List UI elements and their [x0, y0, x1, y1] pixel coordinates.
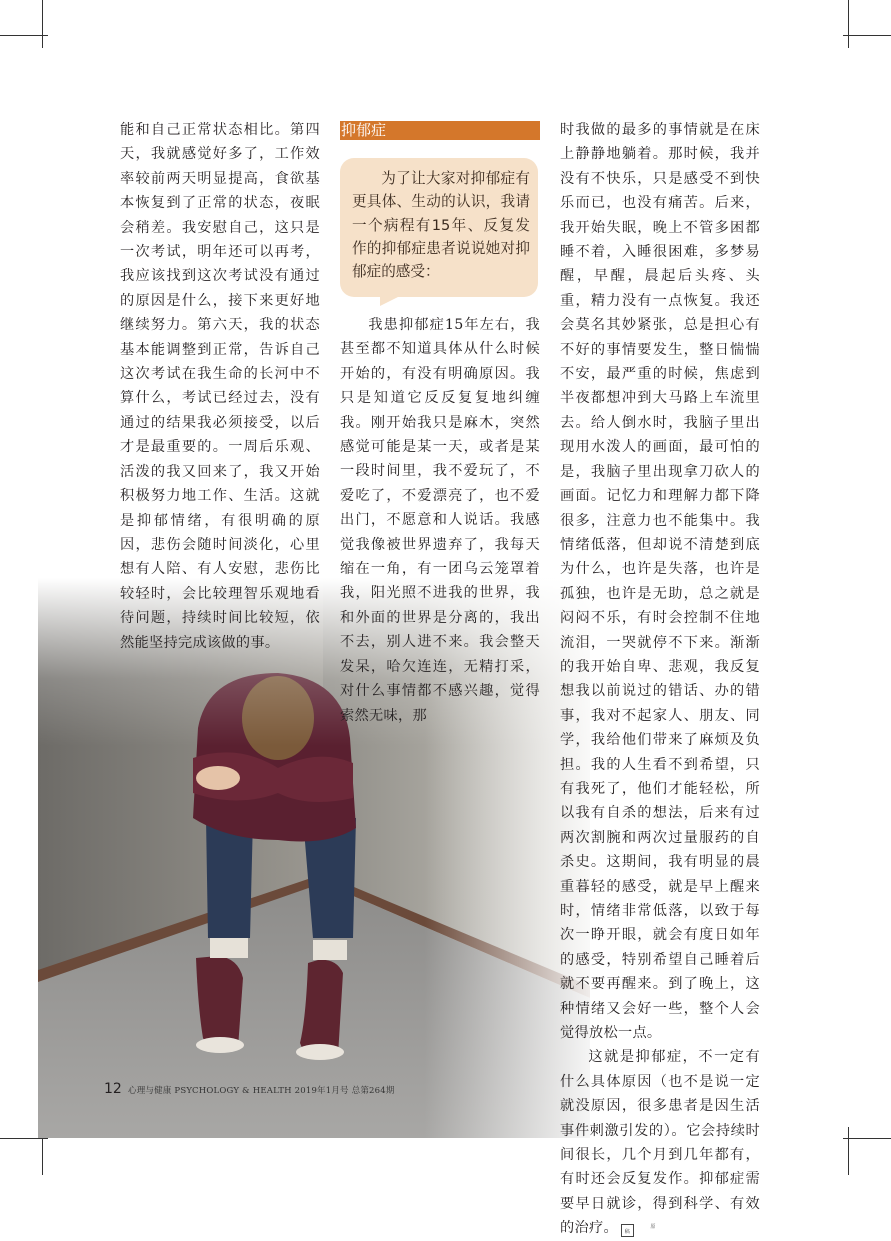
- page-number: 12: [104, 1081, 122, 1097]
- crop-mark: [848, 0, 849, 48]
- magazine-footer: 心理与健康 PSYCHOLOGY & HEALTH 2019年1月号 总第264期: [128, 1086, 395, 1096]
- paragraph: [560, 1045, 760, 1240]
- crop-mark: [42, 0, 43, 48]
- column-3: [560, 118, 760, 1241]
- crop-mark: [0, 35, 48, 36]
- paragraph: 我患抑郁症15年左右，我甚至都不知道具体从什么时候开始的，有没有明确原因。我只是知道它反反复复地纠缠我。刚开始我只是麻木，突然感觉可能是某一天，或者是某一段时间里，我不爱玩了，不爱吃了，不爱漂亮了，也不爱出门，不愿意和人说话。我感觉我像被世界遗弃了，我每天缩在一角，有一团乌云笼罩着我，阳光照不进我的世界，我和外面的世界是分离的，我出不去，别人进不来。我会整天发呆，哈欠连连，无精打采，对什么事情都不感兴趣，觉得索然无味，那: [340, 317, 540, 724]
- column-1: [120, 118, 320, 655]
- end-mark-icon: 原稿: [621, 1224, 634, 1237]
- crop-mark: [843, 1138, 891, 1139]
- intro-text: [352, 167, 530, 283]
- paragraph: 能和自己正常状态相比。第四天，我就感觉好多了，工作效率较前两天明显提高，食欲基本恢复到了正常的状态，夜眠会稍差。我安慰自己，这只是一次考试，明年还可以再考，我应该找到这次考试没有通过的原因是什么，接下来更好地继续努力。第六天，我的状态基本能调整到正常，告诉自己这次考试在我生命的长河中不算什么，考试已经过去，没有通过的结果我必须接受，以后才是最重要的。一周后乐观、活泼的我又回来了，我又开始积极努力地工作、生活。这就是抑郁情绪，有很明确的原因，悲伤会随时间淡化，心里想有人陪、有人安慰，悲伤比较轻时，会比较理智乐观地看待问题，持续时间比较短，依然能坚持完成该做的事。: [120, 122, 320, 651]
- column-2: [340, 313, 540, 728]
- crop-mark: [843, 35, 891, 36]
- intro-paragraph: 为了让大家对抑郁症有更具体、生动的认识，我请一个病程有15年、反复发作的抑郁症患者说说她对抑郁症的感受：: [352, 170, 530, 281]
- crop-mark: [0, 1138, 48, 1139]
- closing-text: 这就是抑郁症，不一定有什么具体原因（也不是说一定就没原因，很多患者是因生活事件刺激引发的）。它会持续时间很长，几个月到几年都有，有时还会反复发作。抑郁症需要早日就诊，得到科学、有效的治疗。: [560, 1049, 760, 1237]
- section-heading: 抑郁症: [341, 121, 387, 139]
- intro-bubble-tail: [380, 292, 408, 306]
- crop-mark: [848, 1127, 849, 1175]
- paragraph: 时我做的最多的事情就是在床上静静地躺着。那时候，我并没有不快乐，只是感受不到快乐而已，也没有痛苦。后来，我开始失眠，晚上不管多困都睡不着，入睡很困难，多梦易醒，早醒，晨起后头疼、头重，精力没有一点恢复。我还会莫名其妙紧张，总是担心有不好的事情要发生，整日惴惴不安，最严重的时候，焦虑到半夜都想冲到大马路上车流里去。给人倒水时，我脑子里出现用水泼人的画面，最可怕的是，我脑子里出现拿刀砍人的画面。记忆力和理解力都下降很多，注意力也不能集中。我情绪低落，但却说不清楚到底为什么，也许是失落，也许是孤独，也许是无助，总之就是闷闷不乐，有时会控制不住地流泪，一哭就停不下来。渐渐的我开始自卑、悲观，我反复想我以前说过的错话、办的错事，我对不起家人、朋友、同学，我给他们带来了麻烦及负担。我的人生看不到希望，只有我死了，他们才能轻松，所以我有自杀的想法，后来有过两次割腕和两次过量服药的自杀史。这期间，我有明显的晨重暮轻的感受，就是早上醒来时，情绪非常低落，以致于每次一睁开眼，就会有度日如年的感受，特别希望自己睡着后就不要再醒来。到了晚上，这种情绪又会好一些，整个人会觉得放松一点。: [560, 122, 760, 1042]
